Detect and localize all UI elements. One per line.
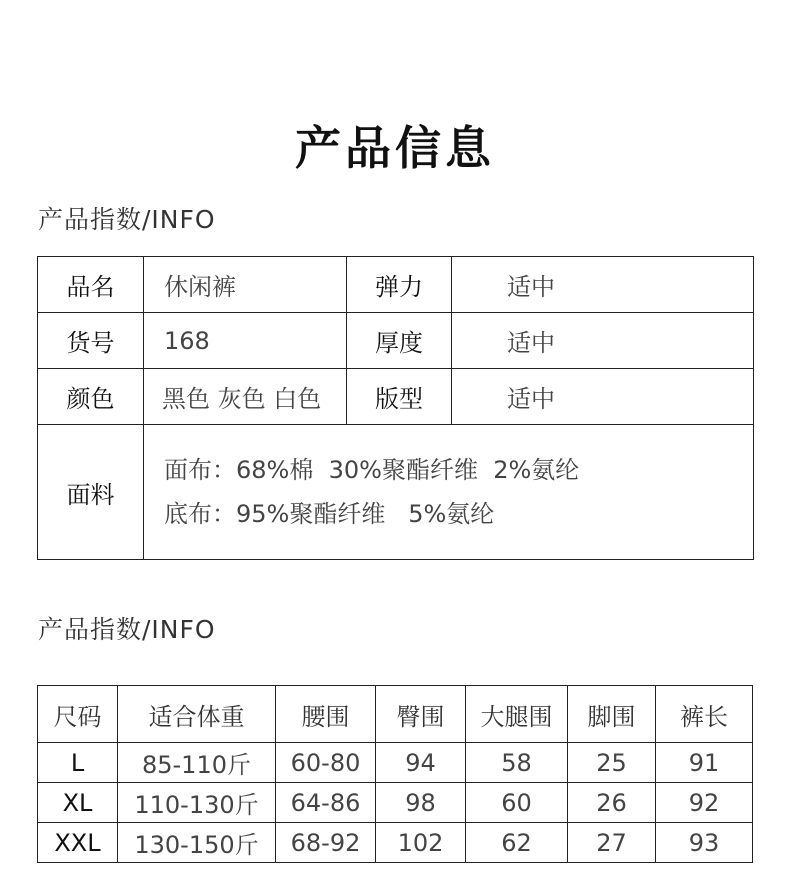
product-info-table	[37, 256, 754, 560]
thigh-cell: 58	[466, 743, 568, 783]
waist-cell: 64-86	[276, 783, 376, 823]
size-table	[37, 685, 753, 863]
table-row	[38, 823, 753, 863]
page-title: 产品信息	[295, 121, 495, 175]
weight-cell: 110-130斤	[118, 783, 276, 823]
weight-cell: 85-110斤	[118, 743, 276, 783]
size-table-header	[38, 686, 753, 743]
table-row	[38, 783, 753, 823]
section-title-product-info: 产品指数/INFO	[38, 205, 216, 234]
length-cell: 91	[656, 743, 753, 783]
color-value: 黑色 灰色 白色	[144, 369, 347, 425]
thigh-cell: 60	[466, 783, 568, 823]
header-thigh: 大腿围	[466, 686, 568, 743]
header-hem: 脚围	[568, 686, 656, 743]
thickness-value: 适中	[452, 313, 754, 369]
fabric-line-lining: 底布：95%聚酯纤维 5%氨纶	[164, 500, 495, 528]
hip-cell: 94	[376, 743, 466, 783]
name-value: 休闲裤	[144, 257, 347, 313]
hip-cell: 102	[376, 823, 466, 863]
header-waist: 腰围	[276, 686, 376, 743]
waist-cell: 68-92	[276, 823, 376, 863]
info-row-fabric	[38, 425, 754, 560]
fabric-label: 面料	[38, 425, 144, 560]
header-hip: 臀围	[376, 686, 466, 743]
size-cell: L	[38, 743, 118, 783]
weight-cell: 130-150斤	[118, 823, 276, 863]
fit-label: 版型	[347, 369, 452, 425]
fit-value: 适中	[452, 369, 754, 425]
fabric-value	[144, 425, 754, 560]
section-title-size-info: 产品指数/INFO	[38, 615, 216, 644]
size-cell: XXL	[38, 823, 118, 863]
size-cell: XL	[38, 783, 118, 823]
sku-value: 168	[144, 313, 347, 369]
waist-cell: 60-80	[276, 743, 376, 783]
color-label: 颜色	[38, 369, 144, 425]
elastic-value: 适中	[452, 257, 754, 313]
table-row	[38, 743, 753, 783]
hem-cell: 26	[568, 783, 656, 823]
sku-label: 货号	[38, 313, 144, 369]
header-weight: 适合体重	[118, 686, 276, 743]
hem-cell: 27	[568, 823, 656, 863]
hem-cell: 25	[568, 743, 656, 783]
elastic-label: 弹力	[347, 257, 452, 313]
info-row-sku	[38, 313, 754, 369]
name-label: 品名	[38, 257, 144, 313]
header-size: 尺码	[38, 686, 118, 743]
header-length: 裤长	[656, 686, 753, 743]
thickness-label: 厚度	[347, 313, 452, 369]
info-row-name	[38, 257, 754, 313]
length-cell: 93	[656, 823, 753, 863]
hip-cell: 98	[376, 783, 466, 823]
thigh-cell: 62	[466, 823, 568, 863]
info-row-color	[38, 369, 754, 425]
fabric-line-outer: 面布：68%棉 30%聚酯纤维 2%氨纶	[164, 456, 580, 484]
length-cell: 92	[656, 783, 753, 823]
